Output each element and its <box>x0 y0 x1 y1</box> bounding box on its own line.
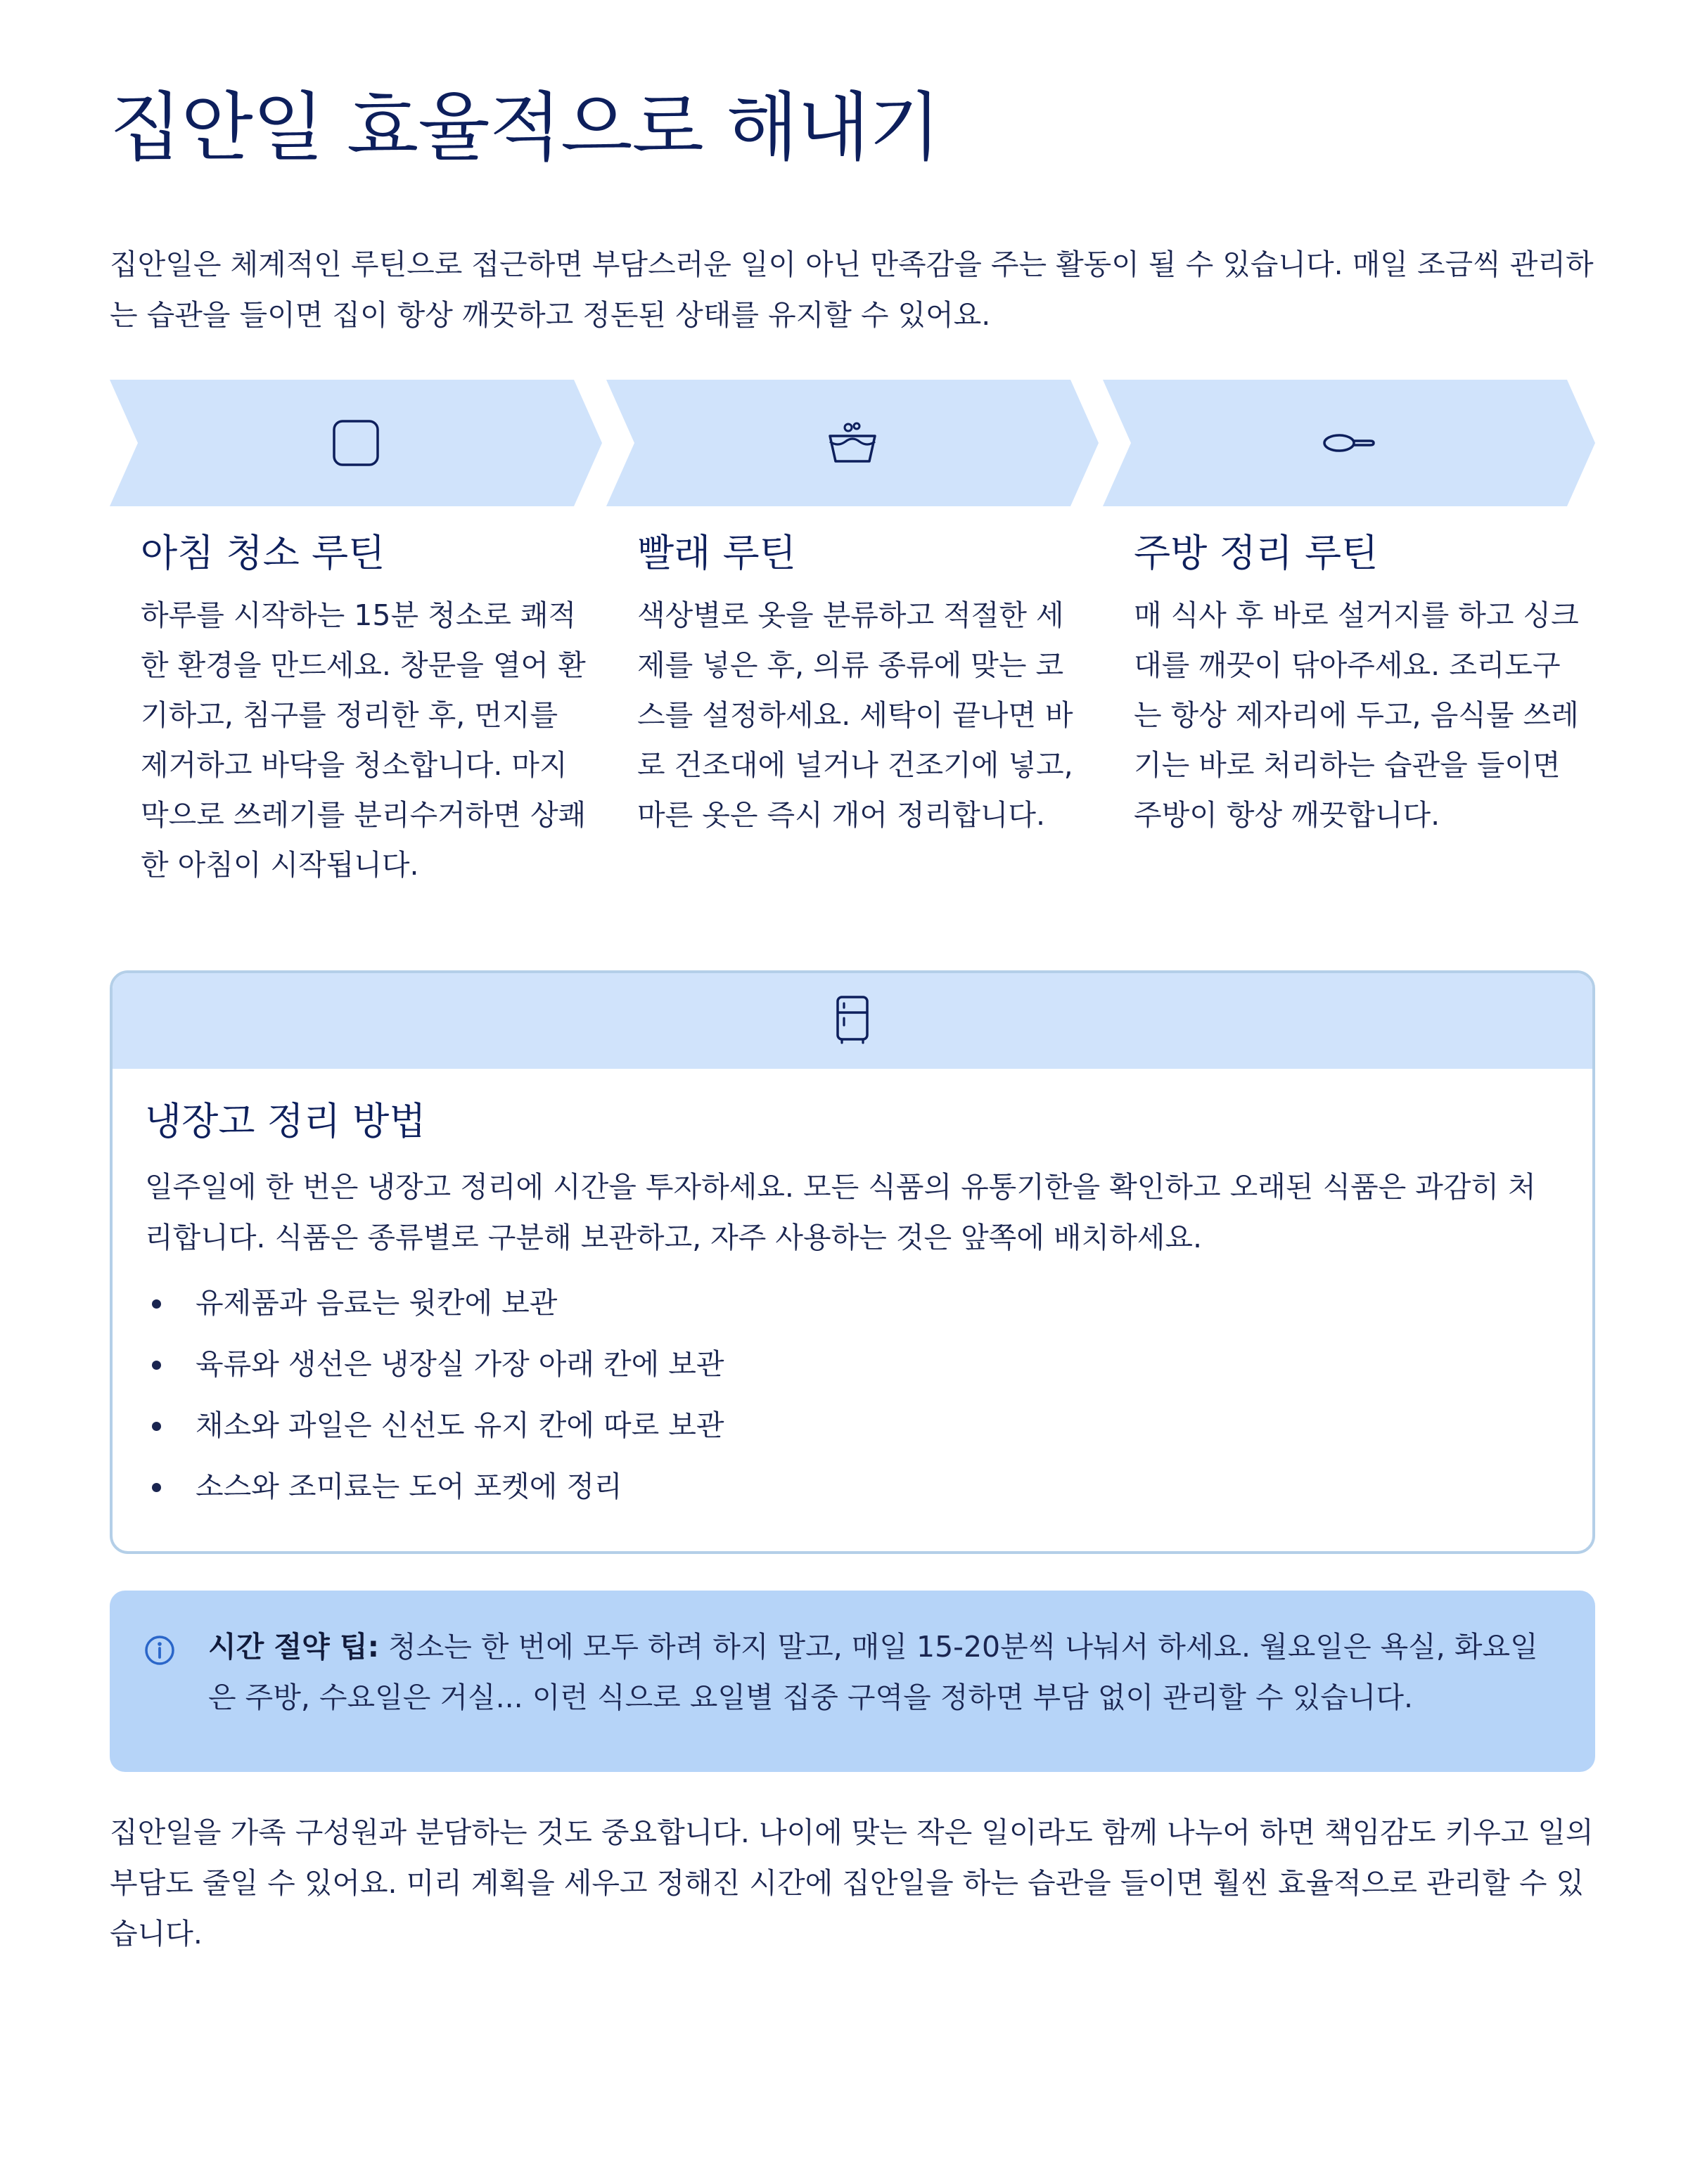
routine-title: 아침 청소 루틴 <box>141 531 385 575</box>
tip-label: 시간 절약 팁: <box>208 1630 379 1664</box>
fridge-body: 일주일에 한 번은 냉장고 정리에 시간을 투자하세요. 모든 식품의 유통기한을 확인하고 오래된 식품은 과감히 처리합니다. 식품은 종류별로 구분해 보관하고, 자주 사용하는 것은 앞쪽에 배치하세요. <box>145 1170 1536 1255</box>
tip-text <box>208 1621 1553 1723</box>
bullet-icon <box>152 1299 161 1309</box>
fridge-card-header <box>113 973 1592 1069</box>
bullet-icon <box>152 1422 161 1431</box>
routine-body: 색상별로 옷을 분류하고 적절한 세제를 넣은 후, 의류 종류에 맞는 코스를 설정하세요. 세탁이 끝나면 바로 건조대에 널거나 건조기에 넣고, 마른 옷은 즉시 개어 정리합니다. <box>637 598 1073 833</box>
list-item <box>145 1334 1560 1395</box>
routine-body: 하루를 시작하는 15분 청소로 쾌적한 환경을 만드세요. 창문을 열어 환기하고, 침구를 정리한 후, 먼지를 제거하고 바닥을 청소합니다. 마지막으로 쓰레기를 분리수거하면 상쾌한 아침이 시작됩니다. <box>141 598 587 882</box>
fridge-title: 냉장고 정리 방법 <box>145 1099 426 1143</box>
list-item-text: 소스와 조미료는 도어 포켓에 정리 <box>196 1470 622 1504</box>
refrigerator-icon <box>834 994 871 1048</box>
list-item <box>145 1456 1560 1517</box>
bullet-icon <box>152 1361 161 1370</box>
routine-title: 빨래 루틴 <box>637 531 796 575</box>
page-title: 집안일 효율적으로 해내기 <box>110 84 940 171</box>
step-chevron-kitchen <box>1103 380 1595 506</box>
intro-paragraph: 집안일은 체계적인 루틴으로 접근하면 부담스러운 일이 아닌 만족감을 주는 활동이 될 수 있습니다. 매일 조금씩 관리하는 습관을 들이면 집이 항상 깨끗하고 정돈된 상태를 유지할 수 있어요. <box>110 248 1594 332</box>
info-icon <box>143 1634 176 1669</box>
tip-body: 청소는 한 번에 모두 하려 하지 말고, 매일 15-20분씩 나눠서 하세요. 월요일은 욕실, 화요일은 주방, 수요일은 거실... 이런 식으로 요일별 집중 구역을 정하면 부담 없이 관리할 수 있습니다. <box>208 1630 1538 1714</box>
routine-laundry <box>637 529 1087 840</box>
routine-kitchen <box>1134 529 1584 840</box>
fridge-card-body <box>113 1069 1592 1517</box>
fridge-card <box>110 970 1595 1554</box>
bullet-icon <box>152 1483 161 1492</box>
frying-pan-icon <box>1321 429 1377 457</box>
routine-steps-banner <box>110 380 1595 506</box>
step-chevron-laundry <box>606 380 1099 506</box>
list-item-text: 채소와 과일은 신선도 유지 칸에 따로 보관 <box>196 1408 724 1443</box>
list-item <box>145 1273 1560 1334</box>
time-saving-tip-callout <box>110 1591 1595 1772</box>
square-icon <box>331 418 381 468</box>
routine-morning <box>141 529 591 890</box>
outro-paragraph: 집안일을 가족 구성원과 분담하는 것도 중요합니다. 나이에 맞는 작은 일이라도 함께 나누어 하면 책임감도 키우고 일의 부담도 줄일 수 있어요. 미리 계획을 세우고 정해진 시간에 집안일을 하는 습관을 들이면 훨씬 효율적으로 관리할 수 있습니다. <box>110 1816 1594 1951</box>
routine-title: 주방 정리 루틴 <box>1134 531 1379 575</box>
fridge-list <box>145 1273 1560 1517</box>
routine-body: 매 식사 후 바로 설거지를 하고 싱크대를 깨끗이 닦아주세요. 조리도구는 항상 제자리에 두고, 음식물 쓰레기는 바로 처리하는 습관을 들이면 주방이 항상 깨끗합니다. <box>1134 598 1579 833</box>
list-item <box>145 1395 1560 1456</box>
laundry-basin-icon <box>826 420 879 465</box>
list-item-text: 육류와 생선은 냉장실 가장 아래 칸에 보관 <box>196 1347 724 1382</box>
step-chevron-morning <box>110 380 602 506</box>
list-item-text: 유제품과 음료는 윗칸에 보관 <box>196 1286 558 1321</box>
